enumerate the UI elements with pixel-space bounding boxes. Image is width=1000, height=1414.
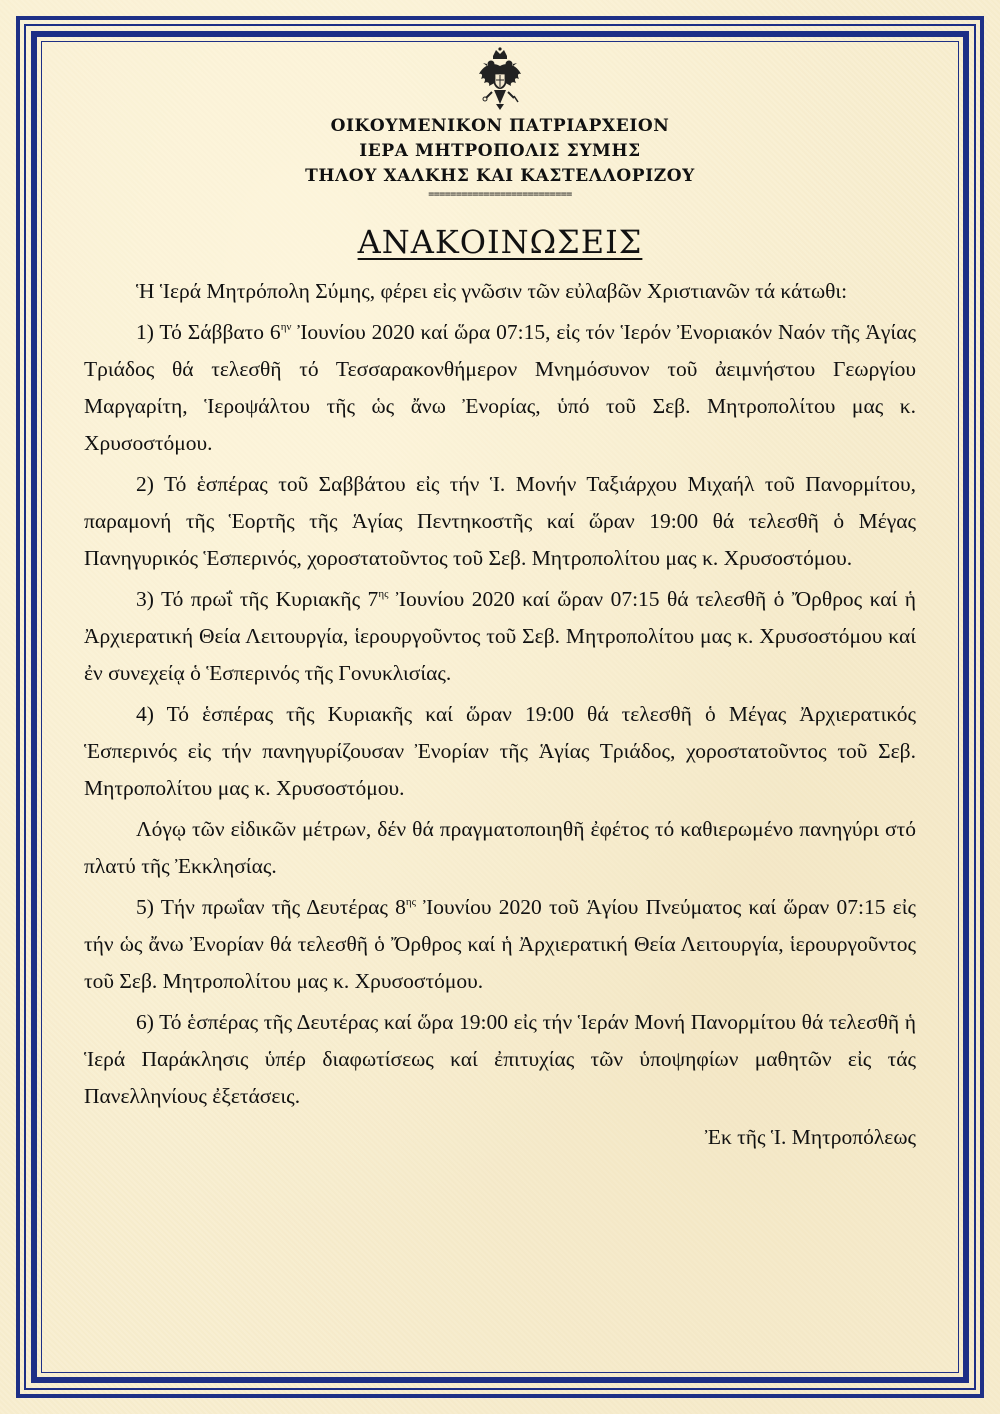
header-islands: ΤΗΛΟΥ ΧΑΛΚΗΣ ΚΑΙ ΚΑΣΤΕΛΛΟΡΙΖΟΥ <box>305 166 695 186</box>
document-content <box>84 46 916 1156</box>
announcement-2: 2) Τό ἑσπέρας τοῦ Σαββάτου εἰς τήν Ἱ. Μονήν Ταξιάρχου Μιχαήλ τοῦ Πανορμίτου, παραμονή τῆς Ἑορτῆς τῆς Ἁγίας Πεντηκοστῆς καί ὥραν 19:00 θά τελεσθῆ ὁ Μέγας Πανηγυρικός Ἑσπερινός, χοροστατοῦντος τοῦ Σεβ. Μητροπολίτου μας κ. Χρυσοστόμου. <box>84 472 916 570</box>
intro-paragraph: Ἡ Ἱερά Μητρόπολη Σύμης, φέρει εἰς γνῶσιν τῶν εὐλαβῶν Χριστιανῶν τά κάτωθι: <box>136 279 848 303</box>
announcement-1: 1) Τό Σάββατο $6^{\eta\nu}$ Ἰουνίου 2020 καί ὥρα 07:15, εἰς τόν Ἱερόν Ἐνοριακόν Ναόν τῆς Ἁγίας Τριάδος θά τελεσθῆ τό Τεσσαρακονθήμερον Μνημόσυνον τοῦ ἀειμνήστου Γεωργίου Μαργαρίτη, Ἱεροψάλτου τῆς ὡς ἄνω Ἐνορίας, ὑπό τοῦ Σεβ. Μητροπολίτου μας κ. Χρυσοστόμου. <box>84 320 916 455</box>
header-rule: ========================== <box>428 189 572 200</box>
signature: Ἐκ τῆς Ἱ. Μητροπόλεως <box>704 1125 916 1149</box>
announcement-6: 6) Τό ἑσπέρας τῆς Δευτέρας καί ὥρα 19:00 εἰς τήν Ἱεράν Μονή Πανορμίτου θά τελεσθῆ ἡ Ἱερά Παράκλησις ὑπέρ διαφωτίσεως καί ἐπιτυχίας τῶν ὑποψηφίων μαθητῶν εἰς τάς Πανελληνίους ἐξετάσεις. <box>84 1010 916 1108</box>
double-headed-eagle-icon <box>476 46 524 112</box>
announcement-4: 4) Τό ἑσπέρας τῆς Κυριακῆς καί ὥραν 19:00 θά τελεσθῆ ὁ Μέγας Ἀρχιερατικός Ἑσπερινός εἰς τήν πανηγυρίζουσαν Ἐνορίαν τῆς Ἁγίας Τριάδος, χοροστατοῦντος τοῦ Σεβ. Μητροπολίτου μας κ. Χρυσοστόμου. <box>84 702 916 800</box>
header-metropolis: ΙΕΡΑ ΜΗΤΡΟΠΟΛΙΣ ΣΥΜΗΣ <box>359 141 641 161</box>
announcement-3: 3) Τό πρωΐ τῆς Κυριακῆς $7^{\eta\varsigma}$ Ἰουνίου 2020 καί ὥραν 07:15 θά τελεσθῆ ὁ Ὄρθρος καί ἡ Ἀρχιερατική Θεία Λειτουργία, ἱερουργοῦντος τοῦ Σεβ. Μητροπολίτου μας κ. Χρυσοστόμου καί ἐν συνεχείᾳ ὁ Ἑσπερινός τῆς Γονυκλισίας. <box>84 587 916 685</box>
page-title: ΑΝΑΚΟΙΝΩΣΕΙΣ <box>357 223 643 261</box>
announcement-5: 5) Τήν πρωΐαν τῆς Δευτέρας $8^{\eta\varsigma}$ Ἰουνίου 2020 τοῦ Ἁγίου Πνεύματος καί ὥραν 07:15 εἰς τήν ὡς ἄνω Ἐνορίαν θά τελεσθῆ ὁ Ὄρθρος καί ἡ Ἀρχιερατική Θεία Λειτουργία, ἱερουργοῦντος τοῦ Σεβ. Μητροπολίτου μας κ. Χρυσοστόμου. <box>84 895 917 993</box>
festival-note: Λόγῳ τῶν εἰδικῶν μέτρων, δέν θά πραγματοποιηθῆ ἐφέτος τό καθιερωμένο πανηγύρι στό πλατύ τῆς Ἐκκλησίας. <box>84 817 916 878</box>
header-patriarchate: ΟΙΚΟΥΜΕΝΙΚΟΝ ΠΑΤΡΙΑΡΧΕΙΟΝ <box>330 116 670 136</box>
